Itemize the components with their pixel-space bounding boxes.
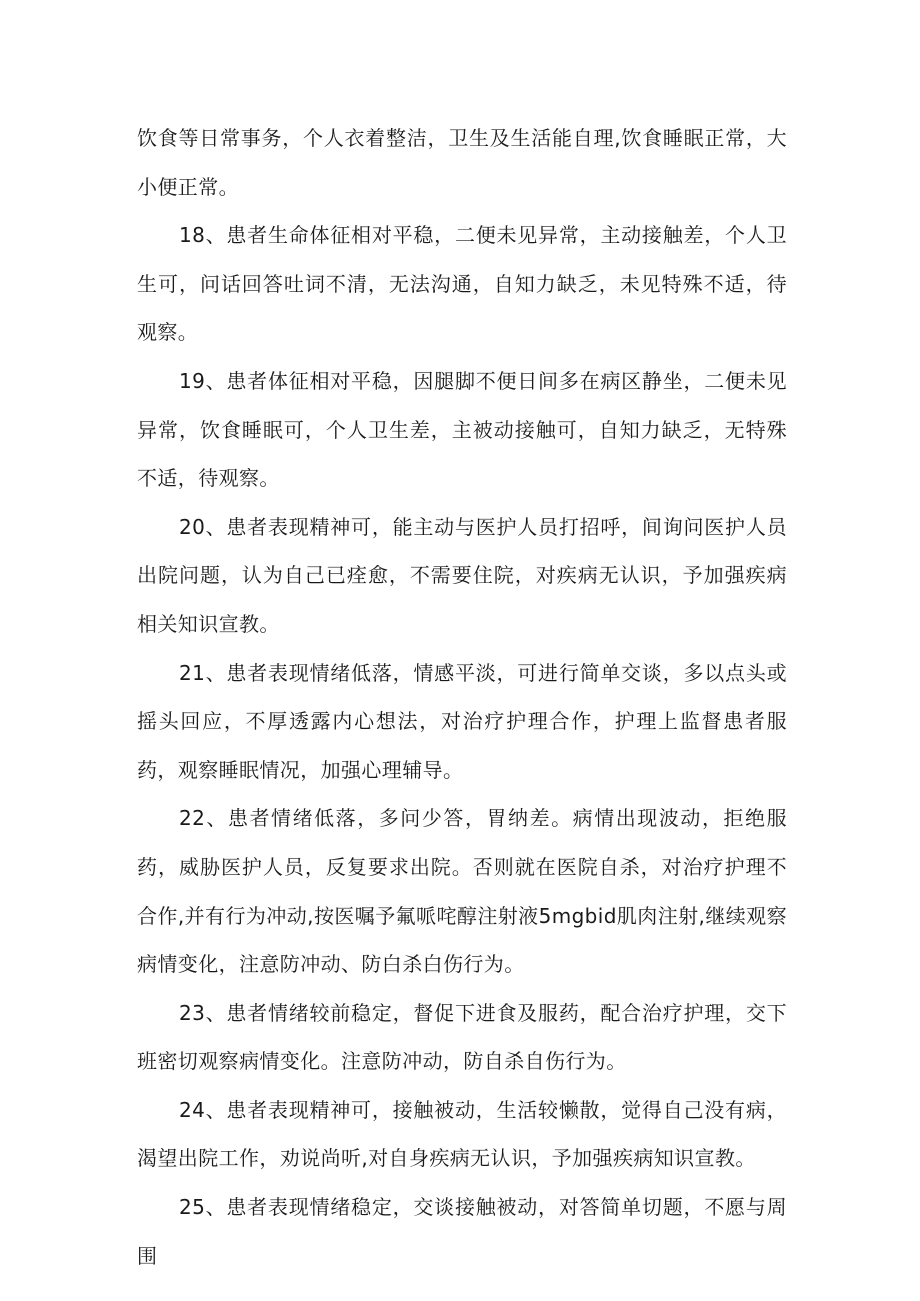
paragraph-item-23: 23、患者情绪较前稳定，督促下进食及服药，配合治疗护理，交下班密切观察病情变化。注意防冲动，防自杀自伤行为。 — [137, 1000, 787, 1074]
paragraph-item-21: 21、患者表现情绪低落，情感平淡，可进行简单交谈，多以点头或摇头回应，不厚透露内心想法，对治疗护理合作，护理上监督患者服药，观察睡眠情况，加强心理辅导。 — [137, 660, 787, 782]
paragraph-continuation: 饮食等日常事务，个人衣着整洁，卫生及生活能自理,饮食睡眠正常，大小便正常。 — [137, 126, 787, 199]
paragraph-item-18: 18、患者生命体征相对平稳，二便未见异常，主动接触差，个人卫生可，问话回答吐词不清，无法沟通，自知力缺乏，未见特殊不适，待观察。 — [137, 223, 787, 345]
paragraph-item-22: 22、患者情绪低落，多问少答，胃纳差。病情出现波动，拒绝服药，威胁医护人员，反复要求出院。否则就在医院自杀，对治疗护理不合作,并有行为冲动,按医嘱予氟哌咤醇注射液5mgbid肌肉注射,继续观察病情变化，注意防冲动、防白杀白伤行为。 — [137, 806, 787, 977]
document-body — [137, 114, 787, 1280]
paragraph-item-25: 25、患者表现情绪稳定，交谈接触被动，对答简单切题，不愿与周围 — [137, 1195, 787, 1268]
paragraph-item-19: 19、患者体征相对平稳，因腿脚不便日间多在病区静坐，二便未见异常，饮食睡眠可，个人卫生差，主被动接触可，自知力缺乏，无特殊不适，待观察。 — [137, 368, 787, 491]
paragraph-item-24: 24、患者表现精神可，接触被动，生活较懒散，觉得自己没有病，渴望出院工作，劝说尚听,对自身疾病无认识，予加强疾病知识宣教。 — [137, 1097, 787, 1171]
paragraph-item-20: 20、患者表现精神可，能主动与医护人员打招呼，间询问医护人员出院问题，认为自己已痊愈，不需要住院，对疾病无认识，予加强疾病相关知识宣教。 — [137, 514, 787, 636]
